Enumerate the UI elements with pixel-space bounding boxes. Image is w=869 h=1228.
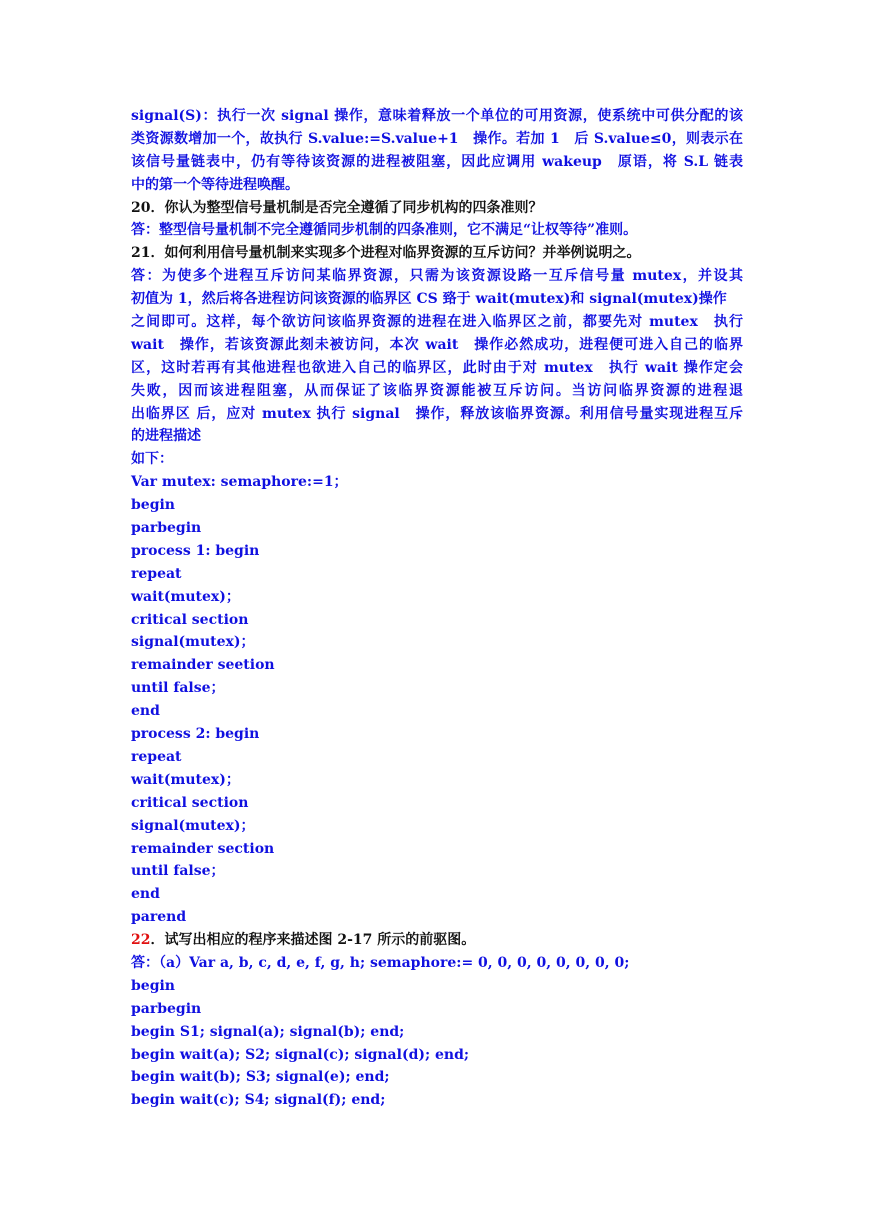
line-text: wait 操作，若该资源此刻未被访问，本次 wait 操作必然成功，进程便可进入自己的临界 bbox=[131, 336, 743, 353]
line-text: 初值为 1，然后将各进程访问该资源的临界区 CS 臵于 wait(mutex)和 signal(mutex)操作 bbox=[131, 291, 727, 308]
answer-line bbox=[131, 563, 743, 586]
answer-line bbox=[131, 975, 743, 998]
answer-line bbox=[131, 769, 743, 792]
line-text: begin bbox=[131, 497, 175, 514]
question-line bbox=[131, 242, 743, 265]
answer-line bbox=[131, 609, 743, 632]
answer-line bbox=[131, 288, 743, 311]
line-text: end bbox=[131, 886, 160, 903]
answer-line bbox=[131, 746, 743, 769]
answer-line bbox=[131, 403, 743, 426]
answer-line bbox=[131, 471, 743, 494]
answer-line bbox=[131, 219, 743, 242]
line-text: begin wait(a); S2; signal(c); signal(d); end; bbox=[131, 1046, 470, 1063]
line-text: signal(S)：执行一次 signal 操作，意味着释放一个单位的可用资源，使系统中可供分配的该 bbox=[131, 108, 743, 124]
answer-line bbox=[131, 517, 743, 540]
answer-line bbox=[131, 792, 743, 815]
question-line bbox=[131, 929, 743, 952]
line-text: begin wait(b); S3; signal(e); end; bbox=[131, 1069, 390, 1086]
answer-line bbox=[131, 998, 743, 1021]
line-text: 答：为使多个进程互斥访问某临界资源，只需为该资源设路一互斥信号量 mutex，并设其 bbox=[131, 268, 743, 285]
line-text: wait(mutex)； bbox=[131, 771, 240, 788]
line-text: 21．如何利用信号量机制来实现多个进程对临界资源的互斥访问？并举例说明之。 bbox=[131, 245, 641, 262]
answer-line bbox=[131, 425, 743, 448]
answer-line bbox=[131, 265, 743, 288]
line-text: signal(mutex)； bbox=[131, 817, 255, 834]
line-text: ．试写出相应的程序来描述图 2-17 所示的前驱图。 bbox=[150, 932, 476, 949]
answer-line bbox=[131, 1089, 743, 1112]
answer-line bbox=[131, 838, 743, 861]
answer-line bbox=[131, 1021, 743, 1044]
answer-line bbox=[131, 334, 743, 357]
answer-line bbox=[131, 357, 743, 380]
line-text: 答：（a）Var a, b, c, d, e, f, g, h; semaphore:= 0, 0, 0, 0, 0, 0, 0, 0; bbox=[131, 954, 630, 971]
line-text: 的进程描述 bbox=[131, 428, 201, 445]
question-number: 22 bbox=[131, 932, 151, 949]
answer-line bbox=[131, 174, 743, 197]
answer-line bbox=[131, 380, 743, 403]
line-text: end bbox=[131, 703, 160, 720]
line-text: 之间即可。这样，每个欲访问该临界资源的进程在进入临界区之前，都要先对 mutex 执行 bbox=[131, 314, 743, 331]
line-text: Var mutex: semaphore:=1； bbox=[131, 474, 348, 491]
answer-line bbox=[131, 540, 743, 563]
line-text: wait(mutex)； bbox=[131, 588, 240, 605]
answer-line bbox=[131, 906, 743, 929]
line-text: 答：整型信号量机制不完全遵循同步机制的四条准则，它不满足“让权等待”准则。 bbox=[131, 222, 638, 239]
answer-line bbox=[131, 860, 743, 883]
line-text: repeat bbox=[131, 748, 182, 765]
line-text: 20．你认为整型信号量机制是否完全遵循了同步机构的四条准则？ bbox=[131, 199, 543, 216]
question-line bbox=[131, 197, 743, 220]
line-text: 如下： bbox=[131, 451, 173, 468]
line-text: process 1: begin bbox=[131, 542, 260, 559]
line-text: process 2: begin bbox=[131, 726, 260, 743]
answer-line bbox=[131, 677, 743, 700]
answer-line bbox=[131, 883, 743, 906]
answer-line bbox=[131, 1044, 743, 1067]
answer-line bbox=[131, 586, 743, 609]
line-text: signal(mutex)； bbox=[131, 634, 255, 651]
line-text: begin S1; signal(a); signal(b); end; bbox=[131, 1023, 405, 1040]
answer-line bbox=[131, 448, 743, 471]
answer-line bbox=[131, 128, 743, 151]
document-body bbox=[131, 105, 743, 1112]
line-text: 区，这时若再有其他进程也欲进入自己的临界区，此时由于对 mutex 执行 wait 操作定会 bbox=[131, 359, 743, 376]
line-text: 出临界区 后，应对 mutex 执行 signal 操作，释放该临界资源。利用信号量实现进程互斥 bbox=[131, 405, 743, 422]
line-text: begin wait(c); S4; signal(f); end; bbox=[131, 1092, 386, 1109]
answer-line bbox=[131, 654, 743, 677]
answer-line bbox=[131, 311, 743, 334]
line-text: 类资源数增加一个，故执行 S.value:=S.value+1 操作。若加 1 后 S.value≤0，则表示在 bbox=[131, 130, 743, 147]
answer-line bbox=[131, 1066, 743, 1089]
line-text: critical section bbox=[131, 794, 249, 811]
line-text: until false； bbox=[131, 680, 225, 697]
line-text: 中的第一个等待进程唤醒。 bbox=[131, 176, 299, 193]
answer-line bbox=[131, 151, 743, 174]
line-text: 该信号量链表中，仍有等待该资源的进程被阻塞，因此应调用 wakeup 原语，将 S.L 链表 bbox=[131, 153, 743, 170]
line-text: repeat bbox=[131, 565, 182, 582]
line-text: parbegin bbox=[131, 520, 202, 537]
line-text: critical section bbox=[131, 611, 249, 628]
answer-line bbox=[131, 815, 743, 838]
line-text: until false； bbox=[131, 863, 225, 880]
answer-line bbox=[131, 494, 743, 517]
line-text: parbegin bbox=[131, 1000, 202, 1017]
line-text: remainder seetion bbox=[131, 657, 275, 674]
line-text: remainder section bbox=[131, 840, 275, 857]
answer-line bbox=[131, 723, 743, 746]
line-text: parend bbox=[131, 909, 187, 926]
answer-line bbox=[131, 952, 743, 975]
answer-line bbox=[131, 631, 743, 654]
answer-line bbox=[131, 700, 743, 723]
line-text: 失败，因而该进程阻塞，从而保证了该临界资源能被互斥访问。当访问临界资源的进程退 bbox=[131, 382, 743, 399]
line-text: begin bbox=[131, 977, 175, 994]
answer-line bbox=[131, 105, 743, 128]
